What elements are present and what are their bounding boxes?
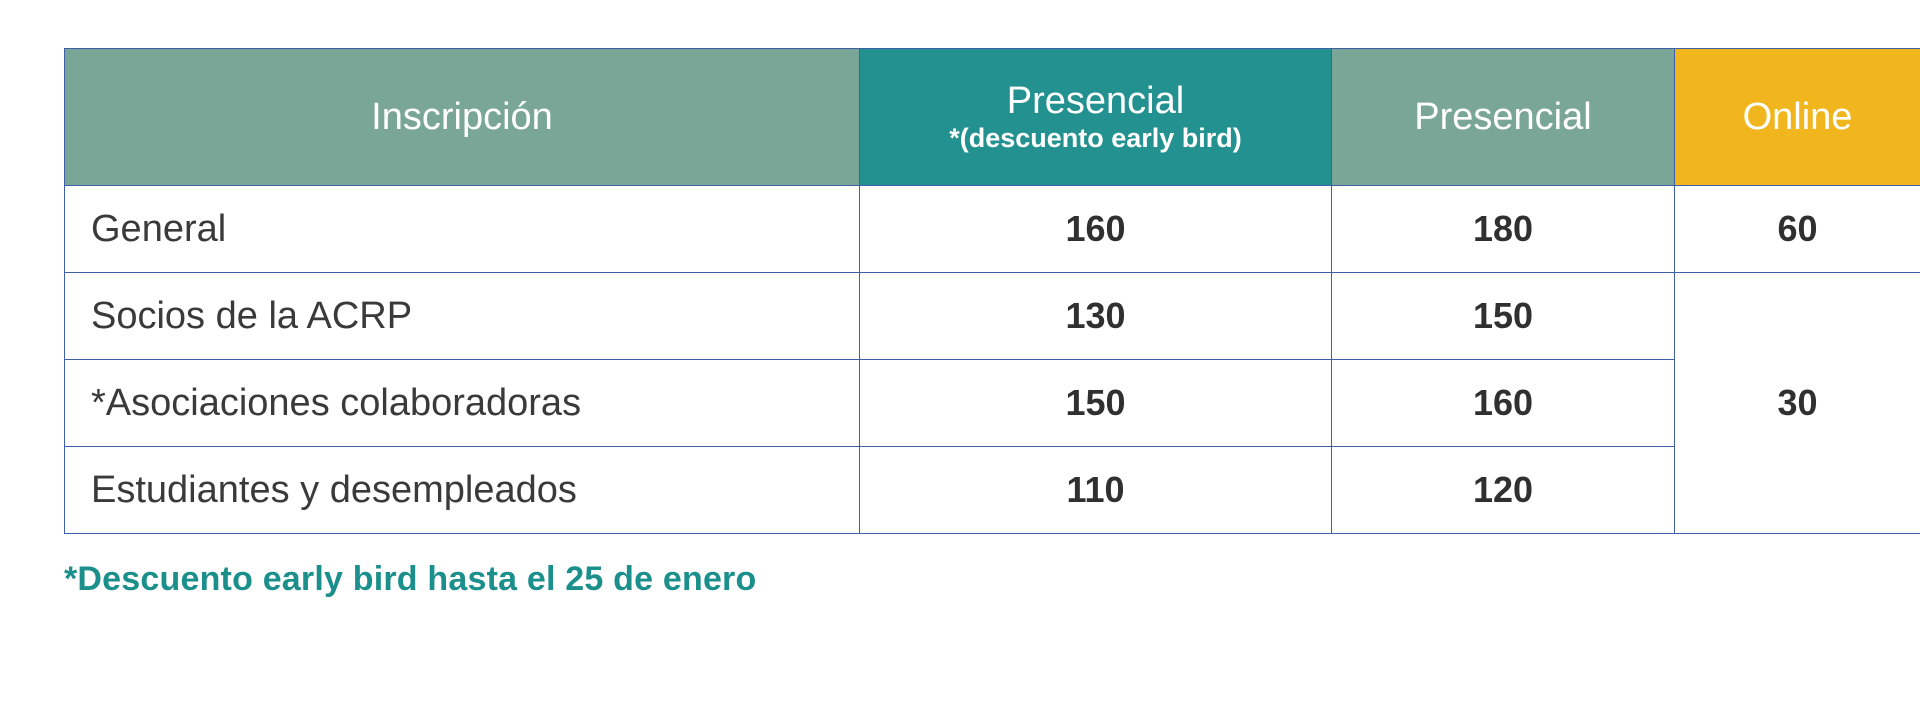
row-presencial-value: 150 [1332, 273, 1675, 360]
row-presencial-early-value: 150 [860, 360, 1332, 447]
row-presencial-value: 180 [1332, 186, 1675, 273]
table-row [65, 273, 1920, 360]
row-category: Socios de la ACRP [65, 273, 860, 360]
row-online-value-merged: 30 [1675, 273, 1920, 534]
footnote-early-bird: *Descuento early bird hasta el 25 de enero [64, 560, 757, 598]
pricing-table [64, 48, 1920, 534]
column-header-presencial-early-bird-sublabel: *(descuento early bird) [949, 122, 1242, 153]
row-category: General [65, 186, 860, 273]
row-presencial-early-value: 130 [860, 273, 1332, 360]
row-category: Estudiantes y desempleados [65, 447, 860, 534]
row-presencial-value: 120 [1332, 447, 1675, 534]
row-category: *Asociaciones colaboradoras [65, 360, 860, 447]
column-header-presencial [1332, 49, 1675, 186]
table-body [65, 186, 1920, 534]
column-header-online-label: Online [1742, 95, 1853, 138]
column-header-inscripcion-label: Inscripción [371, 95, 553, 138]
column-header-presencial-early-bird-label: Presencial [1006, 79, 1185, 122]
column-header-presencial-label: Presencial [1414, 95, 1592, 138]
table-header [65, 49, 1920, 186]
column-header-presencial-early-bird [860, 49, 1332, 186]
table-row [65, 186, 1920, 273]
row-presencial-early-value: 160 [860, 186, 1332, 273]
row-online-value: 60 [1675, 186, 1920, 273]
table-header-row [65, 49, 1920, 186]
column-header-inscripcion [65, 49, 860, 186]
table-row [65, 360, 1920, 447]
table-row [65, 447, 1920, 534]
column-header-online [1675, 49, 1920, 186]
row-presencial-value: 160 [1332, 360, 1675, 447]
row-presencial-early-value: 110 [860, 447, 1332, 534]
